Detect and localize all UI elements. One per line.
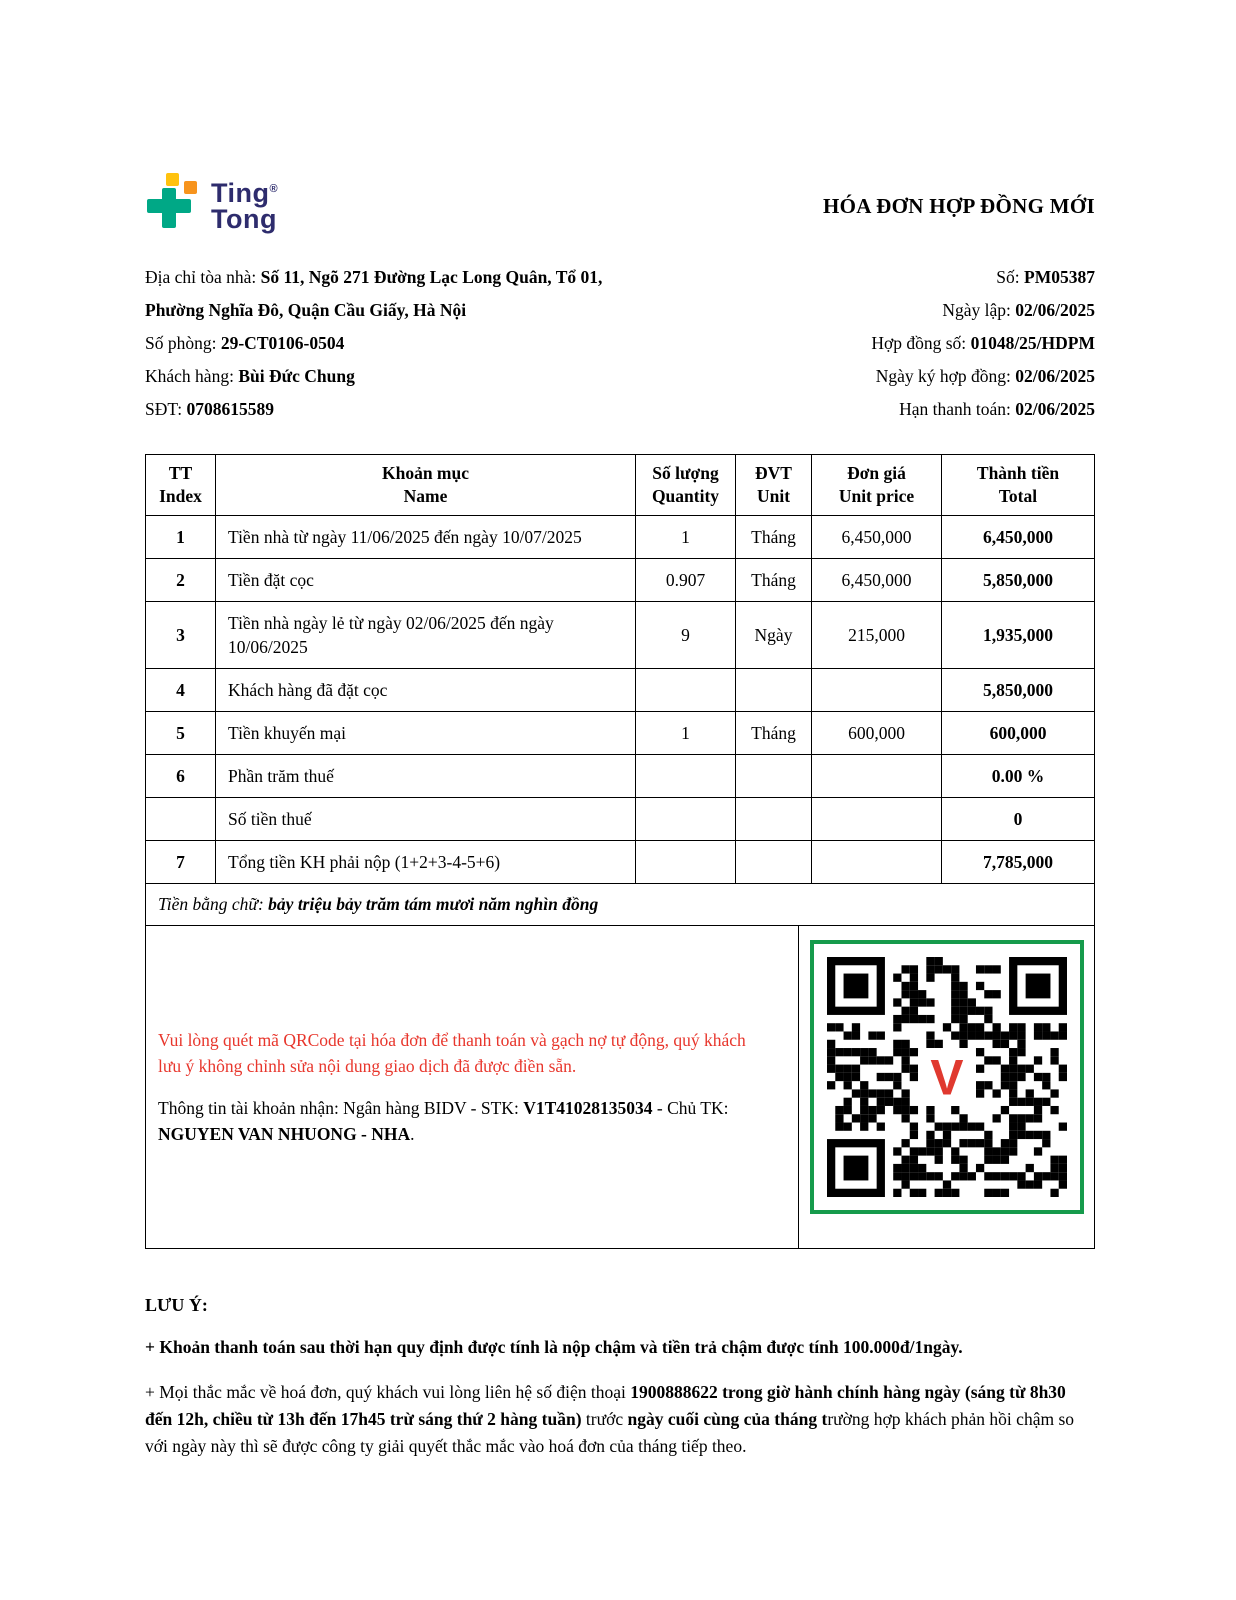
account-info-separator: - Chủ TK: <box>652 1098 729 1118</box>
note-hotline-part2: trước <box>581 1409 628 1430</box>
note-hotline <box>145 1379 1095 1460</box>
cell-unit: Tháng <box>736 516 812 559</box>
column-header-quantity: Số lượng Quantity <box>636 455 736 516</box>
issue-date-label: Ngày lập: <box>942 300 1016 320</box>
cell-unit-price: 6,450,000 <box>812 516 942 559</box>
cell-unit-price: 215,000 <box>812 602 942 669</box>
cell-unit <box>736 841 812 884</box>
payment-section <box>145 926 1095 1249</box>
cell-index: 4 <box>146 669 216 712</box>
table-row <box>146 841 1095 884</box>
svg-text:V: V <box>929 1049 964 1106</box>
cell-quantity <box>636 798 736 841</box>
cell-unit-price <box>812 755 942 798</box>
tingtong-logo <box>145 172 278 235</box>
cell-unit-price <box>812 841 942 884</box>
cell-index: 1 <box>146 516 216 559</box>
cell-name: Tiền đặt cọc <box>216 559 636 602</box>
table-row <box>146 669 1095 712</box>
cell-index: 2 <box>146 559 216 602</box>
logo-line-2: Tong <box>211 203 277 234</box>
account-holder: NGUYEN VAN NHUONG - NHA <box>158 1124 411 1145</box>
account-number: V1T41028135034 <box>523 1098 653 1118</box>
customer-value: Bùi Đức Chung <box>238 366 355 386</box>
tingtong-logo-wordmark <box>211 176 278 232</box>
column-header-total: Thành tiền Total <box>942 455 1095 516</box>
cell-name: Tiền nhà từ ngày 11/06/2025 đến ngày 10/07/2025 <box>216 516 636 559</box>
cell-index <box>146 798 216 841</box>
note-hotline-deadline: ngày cuối cùng của tháng t <box>627 1409 828 1430</box>
footer-notes <box>145 1295 1095 1461</box>
amount-in-words <box>145 884 1095 926</box>
amount-in-words-label: Tiền bằng chữ: <box>158 894 269 914</box>
cell-unit <box>736 669 812 712</box>
customer-phone <box>145 393 602 426</box>
invoice-items-table <box>145 454 1095 884</box>
invoice-number-label: Số: <box>996 267 1025 287</box>
issue-date-value: 02/06/2025 <box>1015 300 1095 320</box>
cell-total: 5,850,000 <box>942 669 1095 712</box>
cell-unit <box>736 798 812 841</box>
cell-quantity <box>636 669 736 712</box>
customer-info <box>145 261 602 426</box>
table-row <box>146 559 1095 602</box>
contract-number-label: Hợp đồng số: <box>871 333 971 353</box>
cell-unit <box>736 755 812 798</box>
column-header-unit: ĐVT Unit <box>736 455 812 516</box>
payment-due-date <box>871 393 1095 426</box>
cell-quantity <box>636 755 736 798</box>
cell-index: 7 <box>146 841 216 884</box>
qr-code-frame <box>810 940 1084 1214</box>
cell-name: Phần trăm thuế <box>216 755 636 798</box>
qr-code <box>827 957 1067 1197</box>
phone-value: 0708615589 <box>186 399 274 419</box>
cell-total: 1,935,000 <box>942 602 1095 669</box>
account-info-period: . <box>410 1124 415 1145</box>
cell-index: 3 <box>146 602 216 669</box>
cell-total: 600,000 <box>942 712 1095 755</box>
invoice-number <box>871 261 1095 294</box>
logo-line-1: Ting <box>211 177 270 208</box>
cell-total: 6,450,000 <box>942 516 1095 559</box>
cell-unit: Ngày <box>736 602 812 669</box>
cell-name: Khách hàng đã đặt cọc <box>216 669 636 712</box>
cell-total: 5,850,000 <box>942 559 1095 602</box>
contract-sign-date-label: Ngày ký hợp đồng: <box>875 366 1016 386</box>
building-address-line1 <box>145 261 602 294</box>
payment-due-date-value: 02/06/2025 <box>1015 399 1095 419</box>
cell-index: 6 <box>146 755 216 798</box>
note-late-payment: + Khoản thanh toán sau thời hạn quy định được tính là nộp chậm và tiền trả chậm được tính 100.000đ/1ngày. <box>145 1337 963 1357</box>
invoice-title: HÓA ĐƠN HỢP ĐỒNG MỚI <box>822 194 1095 218</box>
note-hotline-phone-hours: 1900888622 trong giờ hành chính hàng ngày (sáng từ 8h30 đến 12h, chiều từ 13h đến 17h45 trừ sáng thứ 2 hàng tuần) <box>145 1382 1066 1430</box>
cell-quantity: 1 <box>636 516 736 559</box>
bank-account-info <box>158 1095 772 1148</box>
column-header-unit-price: Đơn giá Unit price <box>812 455 942 516</box>
issue-date <box>871 294 1095 327</box>
cell-name: Số tiền thuế <box>216 798 636 841</box>
cell-total: 0 <box>942 798 1095 841</box>
room-label: Số phòng: <box>145 333 221 353</box>
contract-sign-date <box>871 360 1095 393</box>
cell-unit-price: 6,450,000 <box>812 559 942 602</box>
cell-quantity: 1 <box>636 712 736 755</box>
cell-quantity <box>636 841 736 884</box>
customer-label: Khách hàng: <box>145 366 239 386</box>
contract-number <box>871 327 1095 360</box>
column-header-index: TT Index <box>146 455 216 516</box>
address-label: Địa chỉ tòa nhà: <box>145 267 261 287</box>
registered-mark: ® <box>269 182 279 195</box>
contract-number-value: 01048/25/HDPM <box>970 333 1095 353</box>
notes-title: LƯU Ý: <box>145 1295 208 1315</box>
note-hotline-part1: + Mọi thắc mắc về hoá đơn, quý khách vui lòng liên hệ số điện thoại <box>145 1382 631 1403</box>
cell-unit-price <box>812 798 942 841</box>
table-row <box>146 516 1095 559</box>
table-row <box>146 602 1095 669</box>
room-number <box>145 327 602 360</box>
address-value-line1: Số 11, Ngõ 271 Đường Lạc Long Quân, Tổ 01, <box>260 267 603 287</box>
cell-total: 0.00 % <box>942 755 1095 798</box>
invoice-info <box>145 261 1095 426</box>
cell-total: 7,785,000 <box>942 841 1095 884</box>
phone-label: SĐT: <box>145 399 187 419</box>
cell-name: Tiền khuyến mại <box>216 712 636 755</box>
payment-instructions <box>146 926 798 1248</box>
column-header-name: Khoản mục Name <box>216 455 636 516</box>
table-row <box>146 755 1095 798</box>
cell-index: 5 <box>146 712 216 755</box>
invoice-number-value: PM05387 <box>1024 267 1095 287</box>
qr-payment-warning: Vui lòng quét mã QRCode tại hóa đơn để thanh toán và gạch nợ tự động, quý khách lưu ý không chỉnh sửa nội dung giao dịch đã được điền sẵn. <box>158 1029 746 1076</box>
invoice-meta <box>871 261 1095 426</box>
amount-in-words-value: bảy triệu bảy trăm tám mươi năm nghìn đồng <box>268 894 599 914</box>
tingtong-logo-icon <box>145 172 201 235</box>
building-address-line2: Phường Nghĩa Đô, Quận Cầu Giấy, Hà Nội <box>145 300 467 320</box>
cell-unit-price <box>812 669 942 712</box>
cell-name: Tiền nhà ngày lẻ từ ngày 02/06/2025 đến ngày 10/06/2025 <box>216 602 636 669</box>
cell-quantity: 0.907 <box>636 559 736 602</box>
note-hotline-part3: rường hợp khách phản hồi chậm so với ngày này thì sẽ được công ty giải quyết thắc mắc vào hoá đơn của tháng tiếp theo. <box>145 1409 1075 1457</box>
table-row <box>146 798 1095 841</box>
room-value: 29-CT0106-0504 <box>220 333 345 353</box>
table-row <box>146 712 1095 755</box>
invoice-header <box>145 172 1095 235</box>
cell-name: Tổng tiền KH phải nộp (1+2+3-4-5+6) <box>216 841 636 884</box>
customer-name <box>145 360 602 393</box>
account-info-prefix: Thông tin tài khoản nhận: Ngân hàng BIDV - STK: <box>158 1098 524 1118</box>
payment-due-date-label: Hạn thanh toán: <box>899 399 1016 419</box>
cell-quantity: 9 <box>636 602 736 669</box>
cell-unit: Tháng <box>736 559 812 602</box>
table-header-row <box>146 455 1095 516</box>
contract-sign-date-value: 02/06/2025 <box>1015 366 1095 386</box>
qr-code-cell <box>798 926 1094 1248</box>
cell-unit-price: 600,000 <box>812 712 942 755</box>
cell-unit: Tháng <box>736 712 812 755</box>
